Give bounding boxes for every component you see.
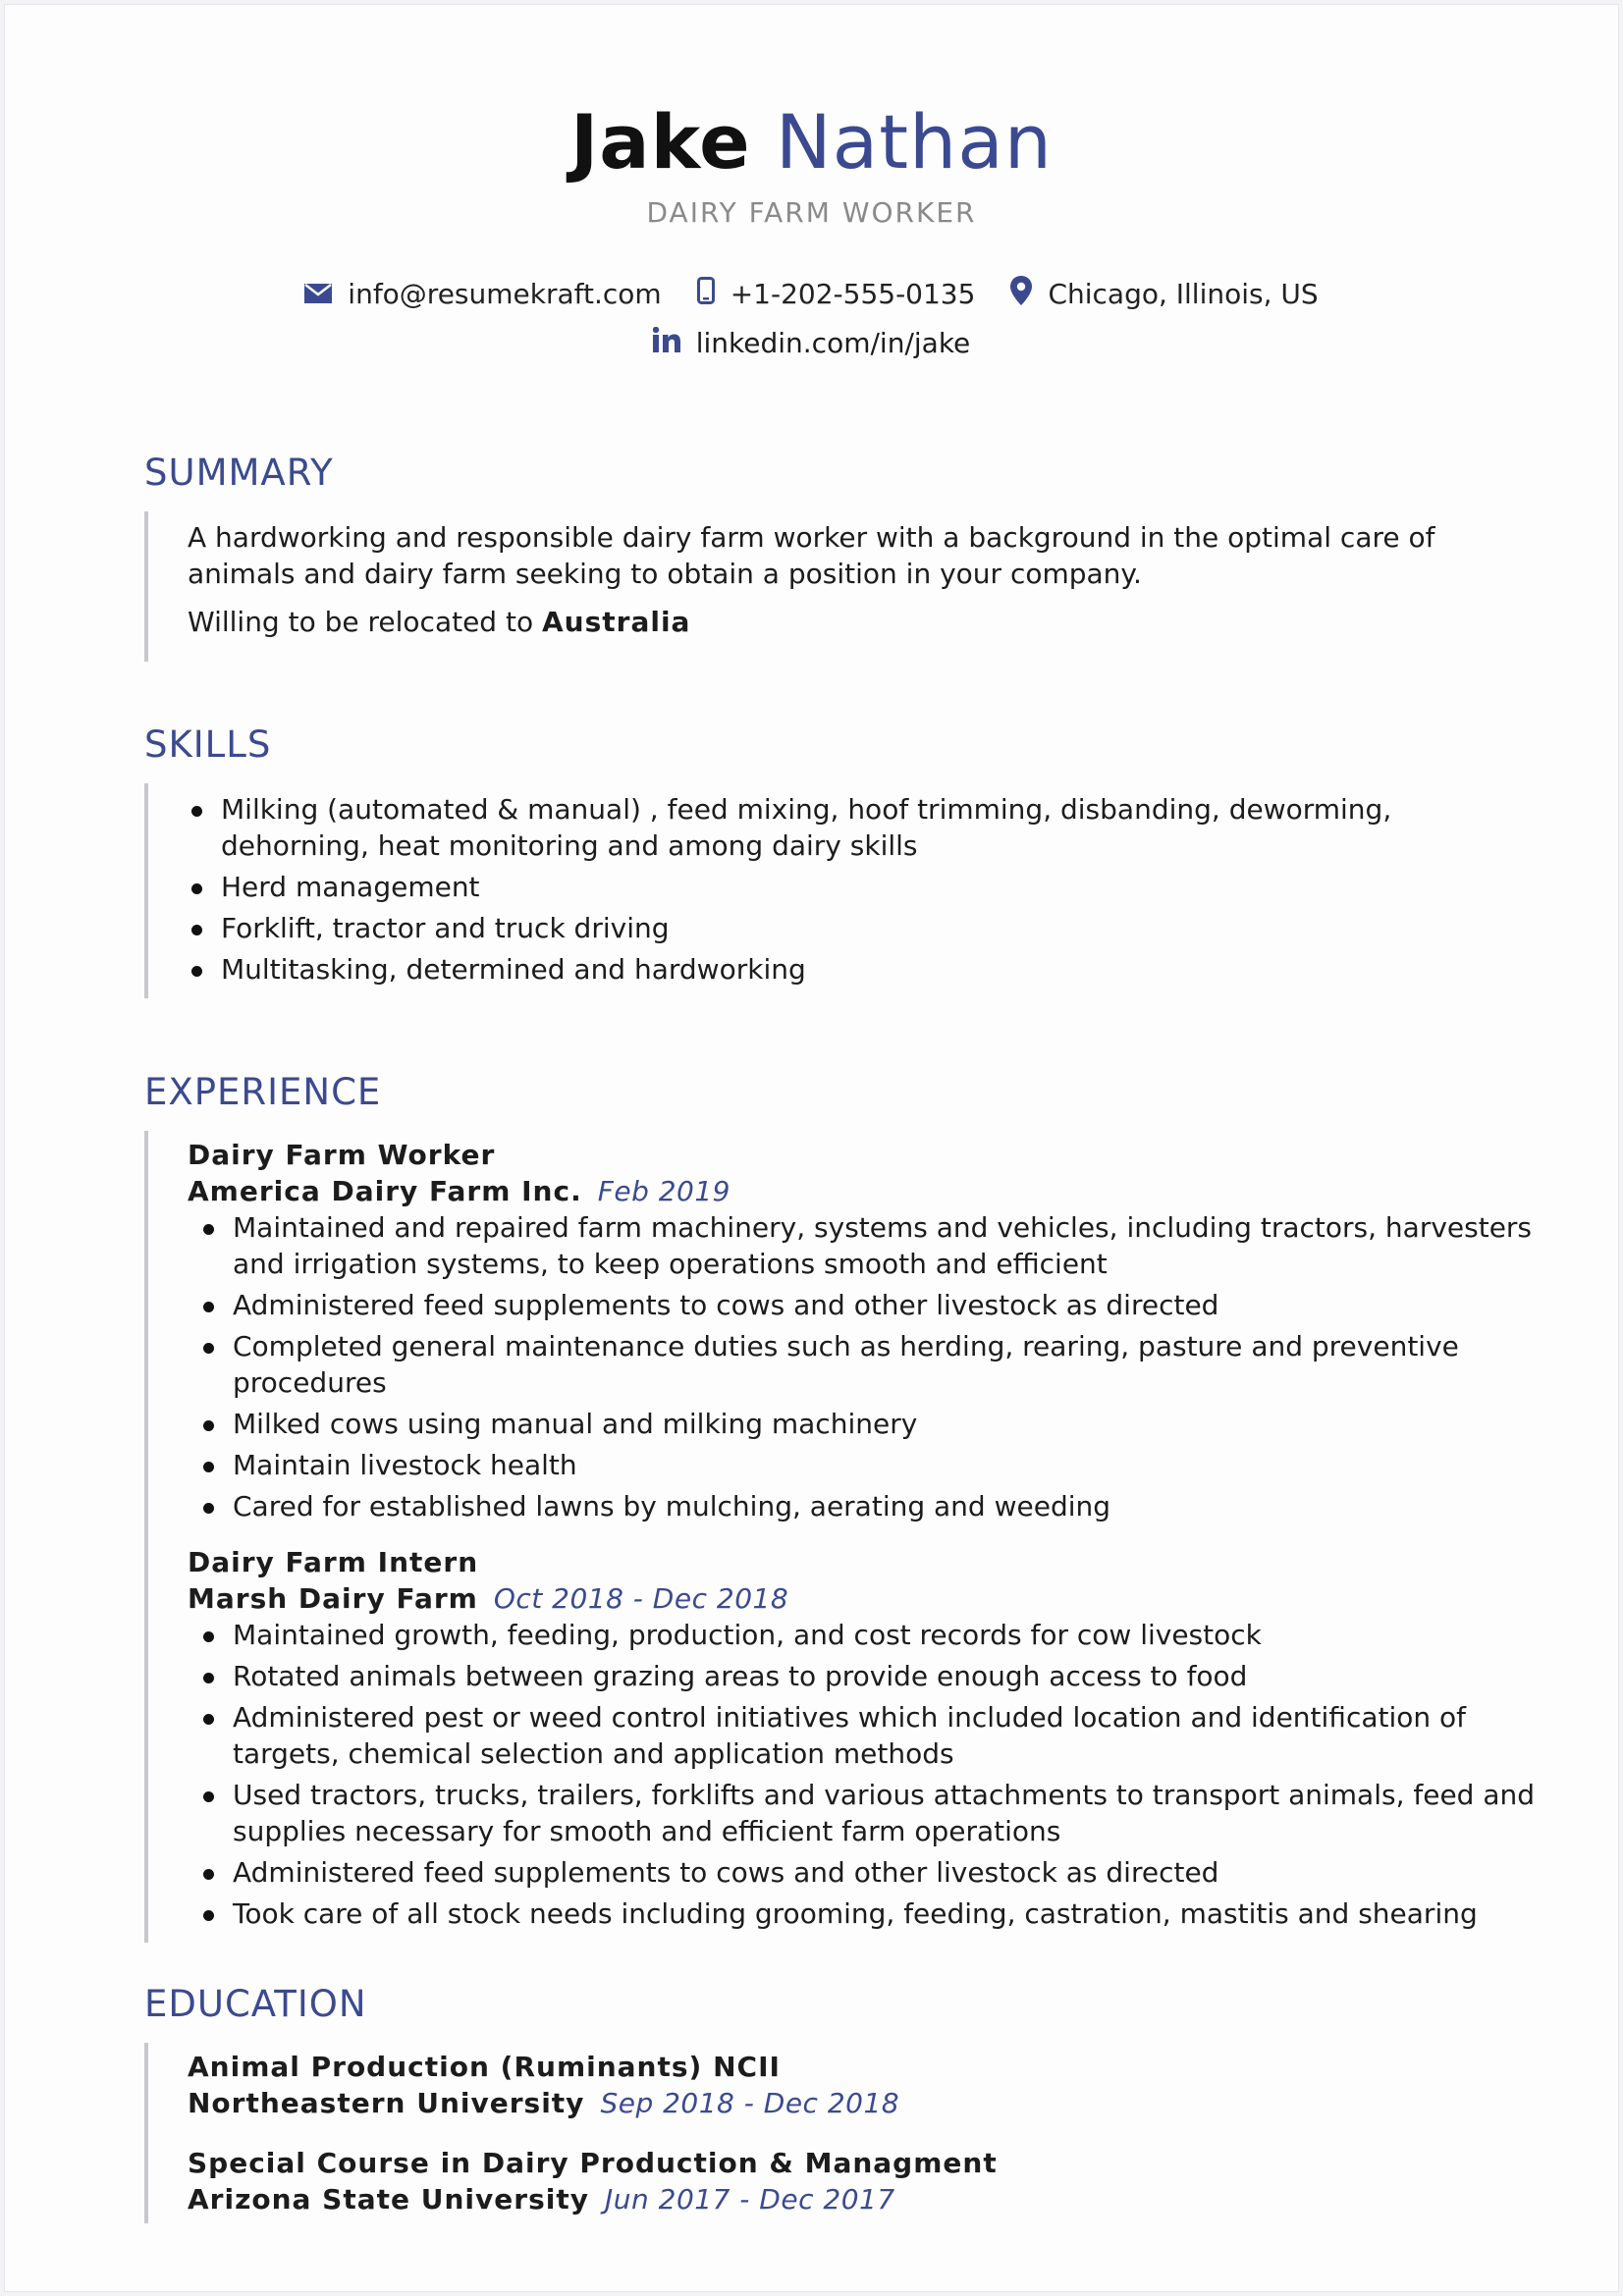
- phone-contact: [697, 276, 976, 312]
- relocation-prefix: Willing to be relocated to: [188, 606, 542, 638]
- list-item: Took care of all stock needs including grooming, feeding, castration, mastitis and shearing: [199, 1896, 1539, 1932]
- education-entry: [188, 2145, 1539, 2217]
- full-name: [5, 98, 1618, 187]
- list-item: Multitasking, determined and hardworking: [188, 951, 1539, 988]
- list-item: Maintained and repaired farm machinery, systems and vehicles, including tractors, harvesters and irrigation systems, to keep operations smooth and efficient: [199, 1209, 1539, 1282]
- resume-page: [4, 4, 1619, 2292]
- school-name: Arizona State University: [188, 2183, 589, 2216]
- job-date: Feb 2019: [597, 1175, 730, 1207]
- job-bullets: [199, 1209, 1539, 1524]
- list-item: Administered feed supplements to cows and other livestock as directed: [199, 1287, 1539, 1323]
- first-name: Jake: [570, 98, 751, 186]
- job-date: Oct 2018 - Dec 2018: [493, 1582, 789, 1615]
- email-contact: [304, 276, 661, 312]
- section-heading: SKILLS: [144, 723, 272, 766]
- linkedin-row: [5, 327, 1618, 359]
- job-title-subtitle: DAIRY FARM WORKER: [646, 196, 977, 229]
- experience-section: [144, 1070, 1539, 1943]
- list-item: Administered feed supplements to cows and other livestock as directed: [199, 1854, 1539, 1891]
- summary-text: A hardworking and responsible dairy farm worker with a background in the optimal care of animals and dairy farm seeking to obtain a position in your company.: [188, 521, 1435, 590]
- section-heading: SUMMARY: [144, 452, 334, 494]
- envelope-icon: [304, 278, 332, 310]
- degree-name: Animal Production (Ruminants) NCII: [188, 2051, 781, 2083]
- linkedin-text[interactable]: linkedin.com/in/jake: [695, 327, 971, 359]
- location-contact: [1010, 276, 1318, 312]
- relocation-line: [188, 604, 1539, 640]
- list-item: Administered pest or weed control initiatives which included location and identification of targets, chemical selection and application methods: [199, 1699, 1539, 1772]
- phone-icon: [697, 277, 715, 311]
- list-item: Maintain livestock health: [199, 1447, 1539, 1483]
- list-item: Milking (automated & manual) , feed mixing, hoof trimming, disbanding, deworming, dehorning, heat monitoring and among dairy skills: [188, 791, 1539, 864]
- education-date: Sep 2018 - Dec 2018: [600, 2087, 900, 2119]
- list-item: Maintained growth, feeding, production, and cost records for cow livestock: [199, 1617, 1539, 1653]
- school-name: Northeastern University: [188, 2087, 585, 2119]
- linkedin-contact: [653, 327, 971, 359]
- list-item: Forklift, tractor and truck driving: [188, 910, 1539, 946]
- list-item: Milked cows using manual and milking machinery: [199, 1406, 1539, 1442]
- degree-name: Special Course in Dairy Production & Managment: [188, 2147, 998, 2179]
- section-heading: EXPERIENCE: [144, 1071, 382, 1113]
- education-body: [144, 2043, 1539, 2223]
- list-item: Cared for established lawns by mulching, aerating and weeding: [199, 1488, 1539, 1524]
- education-entry: [188, 2049, 1539, 2121]
- list-item: Herd management: [188, 869, 1539, 905]
- education-date: Jun 2017 - Dec 2017: [604, 2183, 895, 2216]
- skills-list: [188, 791, 1539, 988]
- list-item: Completed general maintenance duties such as herding, rearing, pasture and preventive procedures: [199, 1328, 1539, 1401]
- map-pin-icon: [1010, 276, 1032, 312]
- education-section: [144, 1982, 1539, 2223]
- summary-section: [144, 451, 1539, 662]
- phone-text[interactable]: +1-202-555-0135: [730, 278, 976, 310]
- location-text: Chicago, Illinois, US: [1048, 278, 1319, 310]
- job-bullets: [199, 1617, 1539, 1932]
- experience-body: [144, 1131, 1539, 1943]
- job-title: Dairy Farm Intern: [188, 1546, 479, 1578]
- list-item: Rotated animals between grazing areas to provide enough access to food: [199, 1658, 1539, 1694]
- contact-row: [5, 276, 1618, 312]
- email-text[interactable]: info@resumekraft.com: [348, 278, 662, 310]
- relocation-place: Australia: [542, 606, 691, 638]
- list-item: Used tractors, trucks, trailers, forklifts and various attachments to transport animals, feed and supplies necessary for smooth and efficient farm operations: [199, 1777, 1539, 1849]
- job-entry: [188, 1544, 1539, 1932]
- resume-header: [5, 98, 1618, 229]
- school-line: [188, 2181, 1539, 2217]
- company-name: America Dairy Farm Inc.: [188, 1175, 582, 1207]
- linkedin-icon: [653, 327, 680, 359]
- school-line: [188, 2085, 1539, 2121]
- skills-section: [144, 722, 1539, 998]
- company-name: Marsh Dairy Farm: [188, 1582, 478, 1615]
- skills-body: [144, 783, 1539, 998]
- job-entry: [188, 1137, 1539, 1524]
- job-company-line: [188, 1580, 1539, 1617]
- job-company-line: [188, 1173, 1539, 1209]
- summary-body: [144, 511, 1539, 662]
- last-name: Nathan: [775, 98, 1053, 186]
- section-heading: EDUCATION: [144, 1983, 367, 2025]
- job-title: Dairy Farm Worker: [188, 1139, 496, 1171]
